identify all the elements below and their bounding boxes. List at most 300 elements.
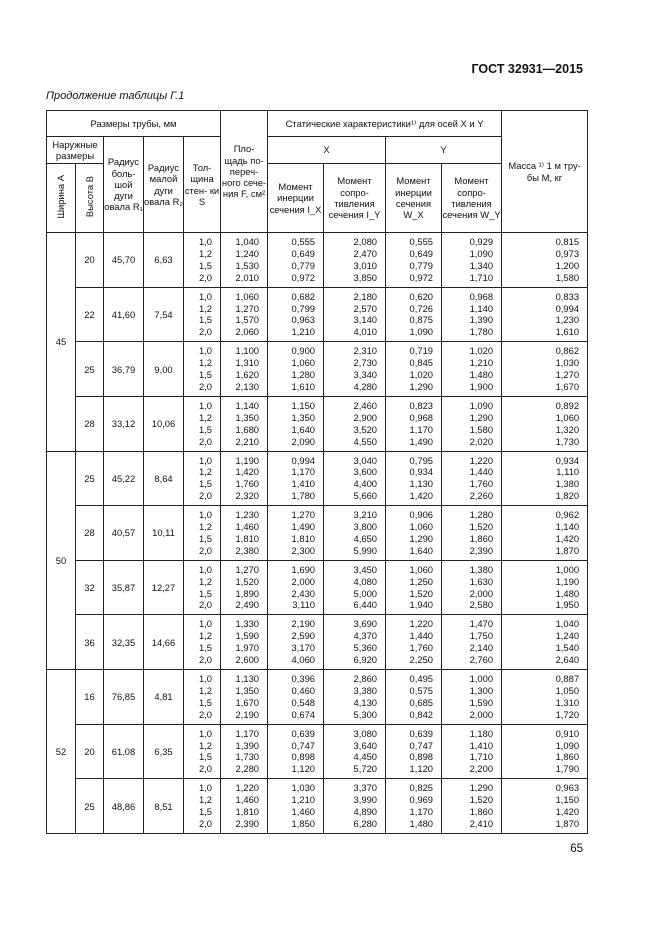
cell-value: 1,020 [409, 369, 434, 381]
radius-small-cell: 10,06 [144, 396, 184, 451]
cell-value: 0,779 [291, 259, 316, 271]
cell-value: 1,020 [469, 345, 494, 357]
height-cell: 22 [76, 287, 104, 342]
cell-value: 2,250 [409, 654, 434, 666]
cell-value: 2,430 [291, 587, 316, 599]
cell-value: 0,747 [409, 739, 434, 751]
cell-value: 2,0 [198, 380, 213, 392]
cell-value: 1,150 [555, 794, 580, 806]
cell-value: 3,040 [353, 454, 378, 466]
cell-value: 0,898 [291, 751, 316, 763]
ix-cell [268, 560, 324, 615]
cell-value: 1,0 [198, 236, 213, 247]
m-cell [502, 451, 588, 506]
cell-value: 1,690 [291, 563, 316, 575]
cell-value: 1,210 [291, 326, 316, 338]
height-cell: 28 [76, 396, 104, 451]
cell-value: 1,050 [555, 684, 580, 696]
cell-value: 3,140 [353, 314, 378, 326]
cell-value: 0,972 [409, 271, 434, 283]
cell-value: 1,220 [235, 782, 260, 794]
cell-value: 0,799 [291, 302, 316, 314]
cell-value: 0,963 [555, 782, 580, 794]
cell-value: 1,420 [235, 466, 260, 478]
wx-cell [386, 779, 442, 834]
cell-value: 0,396 [291, 673, 316, 684]
cell-value: 0,969 [409, 794, 434, 806]
s-cell [184, 560, 221, 615]
cell-value: 1,640 [409, 544, 434, 556]
cell-value: 0,674 [291, 708, 316, 720]
cell-value: 1,480 [409, 817, 434, 829]
radius-small-cell: 4,81 [144, 670, 184, 725]
cell-value: 1,0 [198, 509, 213, 521]
cell-value: 2,410 [469, 817, 494, 829]
cell-value: 0,962 [555, 509, 580, 521]
cell-value: 1,270 [235, 563, 260, 575]
cell-value: 1,410 [291, 478, 316, 490]
cell-value: 3,990 [353, 794, 378, 806]
cell-value: 1,170 [409, 423, 434, 435]
cell-value: 5,360 [353, 642, 378, 654]
cell-value: 1,730 [235, 751, 260, 763]
cell-value: 1,790 [555, 763, 580, 775]
cell-value: 2,730 [353, 357, 378, 369]
cell-value: 0,934 [555, 454, 580, 466]
cell-value: 3,170 [291, 642, 316, 654]
cell-value: 1,090 [409, 326, 434, 338]
cell-value: 1,290 [469, 411, 494, 423]
cell-value: 1,270 [291, 509, 316, 521]
cell-value: 1,5 [198, 478, 213, 490]
cell-value: 1,540 [555, 642, 580, 654]
cell-value: 0,887 [555, 673, 580, 684]
cell-value: 3,210 [353, 509, 378, 521]
cell-value: 1,440 [409, 630, 434, 642]
cell-value: 1,240 [235, 247, 260, 259]
m-cell [502, 506, 588, 561]
wy-cell [442, 287, 502, 342]
iy-cell [324, 233, 386, 288]
cell-value: 1,310 [235, 357, 260, 369]
cell-value: 1,5 [198, 532, 213, 544]
cell-value: 0,910 [555, 727, 580, 739]
cell-value: 1,680 [235, 423, 260, 435]
table-caption: Продолжение таблицы Г.1 [46, 90, 185, 102]
cell-value: 4,550 [353, 435, 378, 447]
cell-value: 6,440 [353, 599, 378, 611]
wy-cell [442, 724, 502, 779]
cell-value: 1,380 [555, 478, 580, 490]
cell-value: 3,450 [353, 563, 378, 575]
cell-value: 1,5 [198, 642, 213, 654]
table-row [47, 560, 588, 615]
page-number: 65 [570, 843, 583, 855]
iy-cell [324, 451, 386, 506]
cell-value: 0,875 [409, 314, 434, 326]
cell-value: 4,010 [353, 326, 378, 338]
cell-value: 2,860 [353, 673, 378, 684]
cell-value: 2,180 [353, 290, 378, 302]
cell-value: 1,250 [409, 575, 434, 587]
cell-value: 1,220 [409, 618, 434, 630]
cell-value: 1,750 [469, 630, 494, 642]
f-cell [221, 233, 268, 288]
cell-value: 1,810 [235, 806, 260, 818]
header-inertia-x: Момент инерции сечения I_X [268, 164, 324, 233]
m-cell [502, 560, 588, 615]
cell-value: 1,030 [555, 357, 580, 369]
cell-value: 0,968 [469, 290, 494, 302]
cell-value: 1,5 [198, 751, 213, 763]
cell-value: 0,972 [291, 271, 316, 283]
wy-cell [442, 451, 502, 506]
cell-value: 3,370 [353, 782, 378, 794]
cell-value: 1,820 [555, 490, 580, 502]
cell-value: 1,5 [198, 423, 213, 435]
cell-value: 1,620 [235, 369, 260, 381]
cell-value: 0,620 [409, 290, 434, 302]
f-cell [221, 779, 268, 834]
radius-large-cell: 45,70 [104, 233, 144, 288]
cell-value: 1,290 [469, 782, 494, 794]
cell-value: 0,548 [291, 696, 316, 708]
ix-cell [268, 233, 324, 288]
cell-value: 0,719 [409, 345, 434, 357]
s-cell [184, 779, 221, 834]
cell-value: 1,300 [469, 684, 494, 696]
cell-value: 1,420 [555, 532, 580, 544]
radius-small-cell: 12,27 [144, 560, 184, 615]
cell-value: 2,140 [469, 642, 494, 654]
header-thickness: Тол- щина стен- ки S [184, 137, 221, 233]
wx-cell [386, 670, 442, 725]
table-header [47, 111, 588, 233]
height-cell: 16 [76, 670, 104, 725]
cell-value: 1,460 [291, 806, 316, 818]
cell-value: 1,490 [409, 435, 434, 447]
cell-value: 1,0 [198, 618, 213, 630]
ix-cell [268, 287, 324, 342]
cell-value: 1,760 [235, 478, 260, 490]
cell-value: 1,610 [291, 380, 316, 392]
cell-value: 2,390 [469, 544, 494, 556]
cell-value: 5,300 [353, 708, 378, 720]
cell-value: 1,490 [291, 521, 316, 533]
cell-value: 2,0 [198, 817, 213, 829]
cell-value: 2,200 [469, 763, 494, 775]
m-cell [502, 670, 588, 725]
cell-value: 1,520 [469, 794, 494, 806]
cell-value: 1,760 [469, 478, 494, 490]
cell-value: 3,080 [353, 727, 378, 739]
cell-value: 3,690 [353, 618, 378, 630]
table-row [47, 451, 588, 506]
header-width-label: Ширина А [55, 175, 67, 219]
cell-value: 0,779 [409, 259, 434, 271]
radius-small-cell: 6,35 [144, 724, 184, 779]
cell-value: 2,300 [291, 544, 316, 556]
f-cell [221, 670, 268, 725]
cell-value: 2,0 [198, 708, 213, 720]
cell-value: 1,2 [198, 794, 213, 806]
m-cell [502, 287, 588, 342]
ix-cell [268, 615, 324, 670]
cell-value: 1,060 [235, 290, 260, 302]
cell-value: 0,994 [555, 302, 580, 314]
f-cell [221, 724, 268, 779]
cell-value: 1,290 [409, 532, 434, 544]
cell-value: 1,780 [469, 326, 494, 338]
wy-cell [442, 615, 502, 670]
wx-cell [386, 560, 442, 615]
cell-value: 1,170 [409, 806, 434, 818]
cell-value: 0,862 [555, 345, 580, 357]
cell-value: 0,842 [409, 708, 434, 720]
cell-value: 1,2 [198, 302, 213, 314]
s-cell [184, 287, 221, 342]
header-static-chars: Статические характеристики¹⁾ для осей X и Y [268, 111, 502, 137]
cell-value: 1,520 [409, 587, 434, 599]
radius-small-cell: 10,11 [144, 506, 184, 561]
cell-value: 5,660 [353, 490, 378, 502]
header-height [76, 164, 104, 233]
iy-cell [324, 506, 386, 561]
m-cell [502, 342, 588, 397]
cell-value: 1,420 [555, 806, 580, 818]
cell-value: 1,290 [409, 380, 434, 392]
cell-value: 1,670 [555, 380, 580, 392]
cell-value: 1,060 [409, 563, 434, 575]
cell-value: 1,180 [469, 727, 494, 739]
cell-value: 2,080 [353, 236, 378, 247]
cell-value: 1,090 [555, 739, 580, 751]
cell-value: 0,929 [469, 236, 494, 247]
cell-value: 2,0 [198, 654, 213, 666]
iy-cell [324, 287, 386, 342]
header-area: Пло- щадь по- переч- ного сече- ния F, см² [221, 111, 268, 233]
cell-value: 1,580 [555, 271, 580, 283]
cell-value: 1,640 [291, 423, 316, 435]
cell-value: 1,240 [555, 630, 580, 642]
radius-large-cell: 48,86 [104, 779, 144, 834]
cell-value: 0,934 [409, 466, 434, 478]
cell-value: 1,220 [469, 454, 494, 466]
cell-value: 0,726 [409, 302, 434, 314]
cell-value: 1,730 [555, 435, 580, 447]
ix-cell [268, 506, 324, 561]
radius-large-cell: 76,85 [104, 670, 144, 725]
cell-value: 0,900 [291, 345, 316, 357]
cell-value: 1,000 [555, 563, 580, 575]
cell-value: 1,2 [198, 684, 213, 696]
ix-cell [268, 342, 324, 397]
wy-cell [442, 560, 502, 615]
cell-value: 2,0 [198, 271, 213, 283]
iy-cell [324, 779, 386, 834]
cell-value: 0,963 [291, 314, 316, 326]
cell-value: 3,850 [353, 271, 378, 283]
cell-value: 1,710 [469, 271, 494, 283]
cell-value: 1,470 [469, 618, 494, 630]
cell-value: 1,2 [198, 575, 213, 587]
cell-value: 1,0 [198, 290, 213, 302]
cell-value: 1,5 [198, 806, 213, 818]
cell-value: 1,200 [555, 259, 580, 271]
cell-value: 2,580 [469, 599, 494, 611]
s-cell [184, 342, 221, 397]
cell-value: 3,800 [353, 521, 378, 533]
cell-value: 0,833 [555, 290, 580, 302]
cell-value: 1,130 [235, 673, 260, 684]
cell-value: 1,390 [469, 314, 494, 326]
cell-value: 2,000 [469, 587, 494, 599]
iy-cell [324, 615, 386, 670]
ix-cell [268, 670, 324, 725]
cell-value: 0,845 [409, 357, 434, 369]
cell-value: 1,900 [469, 380, 494, 392]
header-resistance-y: Момент сопро- тивления сечения W_Y [442, 164, 502, 233]
cell-value: 1,100 [235, 345, 260, 357]
height-cell: 36 [76, 615, 104, 670]
header-height-label: Высота В [83, 176, 95, 218]
cell-value: 0,825 [409, 782, 434, 794]
header-pipe-sizes: Размеры трубы, мм [47, 111, 221, 137]
cell-value: 1,0 [198, 673, 213, 684]
cell-value: 1,410 [469, 739, 494, 751]
height-cell: 28 [76, 506, 104, 561]
table-row [47, 342, 588, 397]
cell-value: 2,000 [469, 708, 494, 720]
cell-value: 1,5 [198, 369, 213, 381]
cell-value: 1,040 [555, 618, 580, 630]
ix-cell [268, 724, 324, 779]
wx-cell [386, 506, 442, 561]
cell-value: 2,060 [235, 326, 260, 338]
wx-cell [386, 615, 442, 670]
cell-value: 1,030 [291, 782, 316, 794]
cell-value: 1,2 [198, 411, 213, 423]
cell-value: 0,555 [291, 236, 316, 247]
cell-value: 4,130 [353, 696, 378, 708]
cell-value: 1,460 [235, 794, 260, 806]
cell-value: 1,860 [469, 532, 494, 544]
cell-value: 1,2 [198, 247, 213, 259]
height-cell: 20 [76, 233, 104, 288]
m-cell [502, 233, 588, 288]
s-cell [184, 615, 221, 670]
cell-value: 1,0 [198, 727, 213, 739]
cell-value: 2,320 [235, 490, 260, 502]
height-cell: 25 [76, 342, 104, 397]
f-cell [221, 506, 268, 561]
cell-value: 2,0 [198, 490, 213, 502]
cell-value: 2,640 [555, 654, 580, 666]
cell-value: 4,650 [353, 532, 378, 544]
cell-value: 0,649 [291, 247, 316, 259]
cell-value: 4,450 [353, 751, 378, 763]
cell-value: 1,390 [235, 739, 260, 751]
cell-value: 0,747 [291, 739, 316, 751]
cell-value: 1,0 [198, 454, 213, 466]
table-row [47, 233, 588, 288]
wy-cell [442, 670, 502, 725]
table-row [47, 615, 588, 670]
cell-value: 1,140 [469, 302, 494, 314]
cell-value: 4,370 [353, 630, 378, 642]
table-row [47, 670, 588, 725]
iy-cell [324, 670, 386, 725]
iy-cell [324, 342, 386, 397]
cell-value: 3,380 [353, 684, 378, 696]
f-cell [221, 560, 268, 615]
cell-value: 2,000 [291, 575, 316, 587]
cell-value: 1,0 [198, 399, 213, 411]
cell-value: 1,040 [235, 236, 260, 247]
cell-value: 1,420 [409, 490, 434, 502]
header-mass: Масса ¹⁾ 1 м тру- бы М, кг [502, 111, 588, 233]
ix-cell [268, 396, 324, 451]
header-radius-small: Радиус малой дуги овала R₂ [144, 137, 184, 233]
cell-value: 1,380 [469, 563, 494, 575]
cell-value: 2,090 [291, 435, 316, 447]
cell-value: 5,990 [353, 544, 378, 556]
cell-value: 1,670 [235, 696, 260, 708]
cell-value: 1,210 [291, 794, 316, 806]
cell-value: 1,590 [235, 630, 260, 642]
cell-value: 0,495 [409, 673, 434, 684]
cell-value: 2,210 [235, 435, 260, 447]
cell-value: 1,570 [235, 314, 260, 326]
radius-large-cell: 45,22 [104, 451, 144, 506]
cell-value: 2,460 [353, 399, 378, 411]
cell-value: 1,970 [235, 642, 260, 654]
cell-value: 1,520 [469, 521, 494, 533]
cell-value: 1,870 [555, 544, 580, 556]
radius-small-cell: 9,00 [144, 342, 184, 397]
header-resistance-x: Момент сопро- тивления сечения I_Y [324, 164, 386, 233]
height-cell: 25 [76, 451, 104, 506]
cell-value: 1,5 [198, 259, 213, 271]
table-row [47, 506, 588, 561]
s-cell [184, 396, 221, 451]
header-axis-y: Y [386, 137, 502, 164]
cell-value: 1,060 [555, 411, 580, 423]
cell-value: 1,0 [198, 563, 213, 575]
header-outer-sizes: Наружные размеры [47, 137, 104, 164]
cell-value: 1,120 [291, 763, 316, 775]
cell-value: 1,230 [235, 509, 260, 521]
f-cell [221, 451, 268, 506]
cell-value: 0,898 [409, 751, 434, 763]
cell-value: 4,060 [291, 654, 316, 666]
cell-value: 0,823 [409, 399, 434, 411]
cell-value: 1,2 [198, 466, 213, 478]
wy-cell [442, 779, 502, 834]
height-cell: 20 [76, 724, 104, 779]
radius-large-cell: 36,79 [104, 342, 144, 397]
cell-value: 1,170 [235, 727, 260, 739]
cell-value: 1,0 [198, 345, 213, 357]
cell-value: 1,5 [198, 314, 213, 326]
cell-value: 1,760 [409, 642, 434, 654]
wy-cell [442, 396, 502, 451]
cell-value: 0,649 [409, 247, 434, 259]
cell-value: 3,520 [353, 423, 378, 435]
cell-value: 1,940 [409, 599, 434, 611]
cell-value: 1,120 [409, 763, 434, 775]
cell-value: 0,906 [409, 509, 434, 521]
